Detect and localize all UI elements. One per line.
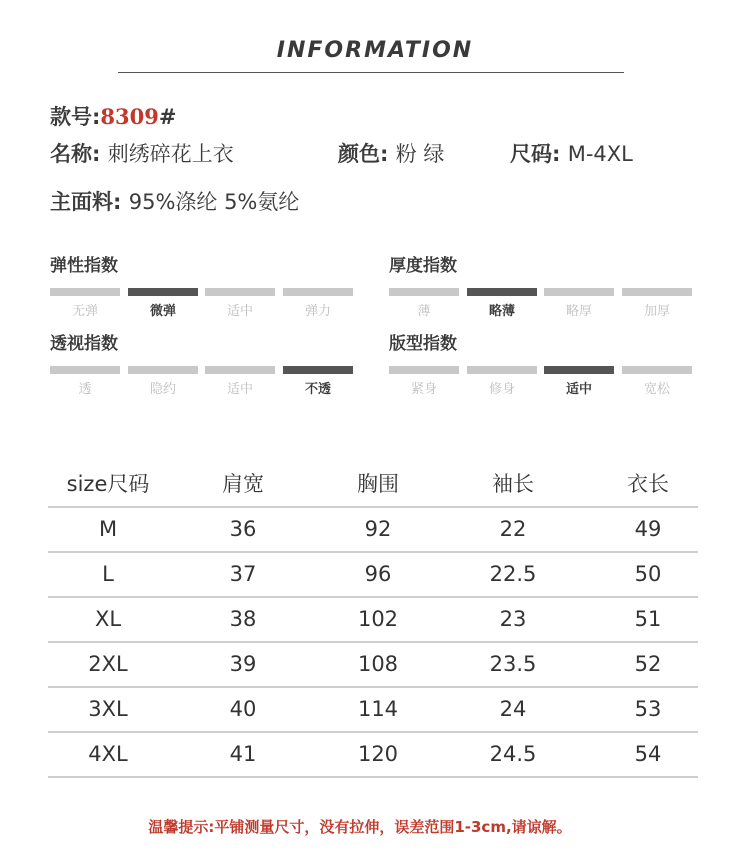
- table-cell: 53: [634, 697, 662, 721]
- column-header: 肩宽: [222, 472, 264, 496]
- table-cell: 40: [229, 697, 257, 721]
- table-cell: 4XL: [88, 742, 128, 766]
- scale-bar: [467, 366, 537, 374]
- scale-bar: [467, 288, 537, 296]
- title-divider: [118, 72, 624, 73]
- column-header: 衣长: [627, 472, 669, 496]
- scale-option-label: 略厚: [565, 304, 592, 319]
- scale-title: 弹性指数: [50, 256, 118, 276]
- scale-labels: [50, 378, 354, 398]
- page-title: INFORMATION: [276, 38, 474, 63]
- table-cell: 114: [357, 697, 399, 721]
- column-header: 袖长: [492, 472, 534, 496]
- size-table: [48, 458, 698, 778]
- table-cell: 24: [499, 697, 527, 721]
- scale-bar: [50, 288, 120, 296]
- column-header: 胸围: [357, 472, 399, 496]
- scale-option-label: 宽松: [643, 382, 670, 397]
- table-cell: 52: [634, 652, 662, 676]
- table-row: [48, 686, 698, 731]
- table-cell: 36: [229, 517, 257, 541]
- table-row: [48, 506, 698, 551]
- scale-option-label: 无弹: [71, 304, 98, 319]
- scale-bars: [389, 288, 693, 296]
- scale-bar: [128, 366, 198, 374]
- table-cell: 22.5: [489, 562, 537, 586]
- table-cell: 102: [357, 607, 399, 631]
- transparency-scale: [50, 332, 354, 398]
- table-cell: 23: [499, 607, 527, 631]
- scale-bars: [50, 366, 354, 374]
- size-table-header: [48, 458, 698, 506]
- table-cell: 38: [229, 607, 257, 631]
- scale-bar: [50, 366, 120, 374]
- scale-title: 厚度指数: [389, 256, 457, 276]
- scale-option-label: 加厚: [643, 304, 670, 319]
- product-size-line: [510, 138, 633, 168]
- scale-option-label: 透: [78, 382, 92, 397]
- table-cell: 96: [364, 562, 392, 586]
- scale-labels: [389, 300, 693, 320]
- elasticity-scale: [50, 254, 354, 320]
- table-cell: 23.5: [489, 652, 537, 676]
- product-color-line: [338, 138, 444, 168]
- product-color-value: 粉 绿: [395, 142, 445, 166]
- product-fabric-label: 主面料:: [50, 190, 122, 214]
- product-name-line: [50, 138, 234, 168]
- product-code-suffix: #: [158, 105, 177, 129]
- scale-bar: [389, 288, 459, 296]
- product-fabric-value: 95%涤纶 5%氨纶: [128, 190, 300, 214]
- table-cell: 41: [229, 742, 257, 766]
- scale-bar: [544, 366, 614, 374]
- table-cell: 2XL: [88, 652, 128, 676]
- table-cell: 49: [634, 517, 662, 541]
- scale-bar: [205, 288, 275, 296]
- scale-bar: [622, 288, 692, 296]
- scale-option-label: 修身: [488, 382, 515, 397]
- table-cell: 3XL: [88, 697, 128, 721]
- column-header: size尺码: [66, 472, 150, 496]
- table-cell: 51: [634, 607, 662, 631]
- product-code-value: 8309: [100, 104, 159, 129]
- product-color-label: 颜色:: [338, 142, 389, 166]
- scale-option-label: 微弹: [149, 304, 176, 319]
- scale-option-label: 薄: [417, 304, 431, 319]
- scale-title: 透视指数: [50, 334, 118, 354]
- table-cell: 24.5: [489, 742, 537, 766]
- table-row: [48, 641, 698, 686]
- table-cell: 39: [229, 652, 257, 676]
- product-name-value: 刺绣碎花上衣: [107, 142, 234, 166]
- scale-bars: [389, 366, 693, 374]
- table-cell: 50: [634, 562, 662, 586]
- table-cell: 37: [229, 562, 257, 586]
- scale-bar: [128, 288, 198, 296]
- table-cell: XL: [94, 607, 122, 631]
- table-cell: 108: [357, 652, 399, 676]
- measurement-note: 温馨提示:平铺测量尺寸，没有拉伸，误差范围1-3cm,请谅解。: [148, 818, 572, 836]
- scale-option-label: 适中: [226, 304, 253, 319]
- table-cell: 22: [499, 517, 527, 541]
- scale-option-label: 略薄: [488, 304, 515, 319]
- scale-bars: [50, 288, 354, 296]
- table-cell: 54: [634, 742, 662, 766]
- product-size-label: 尺码:: [510, 142, 561, 166]
- table-cell: M: [98, 517, 118, 541]
- scale-option-label: 适中: [565, 382, 592, 397]
- thickness-scale: [389, 254, 693, 320]
- scale-option-label: 适中: [226, 382, 253, 397]
- table-cell: 92: [364, 517, 392, 541]
- scale-title: 版型指数: [389, 334, 457, 354]
- fit-scale: [389, 332, 693, 398]
- scale-bar: [544, 288, 614, 296]
- scale-bar: [622, 366, 692, 374]
- product-size-value: M-4XL: [567, 142, 633, 166]
- scale-labels: [389, 378, 693, 398]
- table-cell: 120: [357, 742, 399, 766]
- scale-bar: [389, 366, 459, 374]
- scale-labels: [50, 300, 354, 320]
- scale-option-label: 紧身: [410, 382, 437, 397]
- product-code-label: 款号:: [50, 105, 101, 129]
- table-row: [48, 551, 698, 596]
- scale-bar: [283, 288, 353, 296]
- product-fabric-line: [50, 186, 299, 216]
- scale-option-label: 隐约: [149, 382, 176, 397]
- product-code-line: [50, 101, 176, 131]
- table-row: [48, 731, 698, 778]
- product-name-label: 名称:: [50, 142, 101, 166]
- table-row: [48, 596, 698, 641]
- scale-bar: [283, 366, 353, 374]
- scale-option-label: 弹力: [304, 304, 331, 319]
- table-cell: L: [102, 562, 114, 586]
- scale-bar: [205, 366, 275, 374]
- scale-option-label: 不透: [304, 382, 331, 397]
